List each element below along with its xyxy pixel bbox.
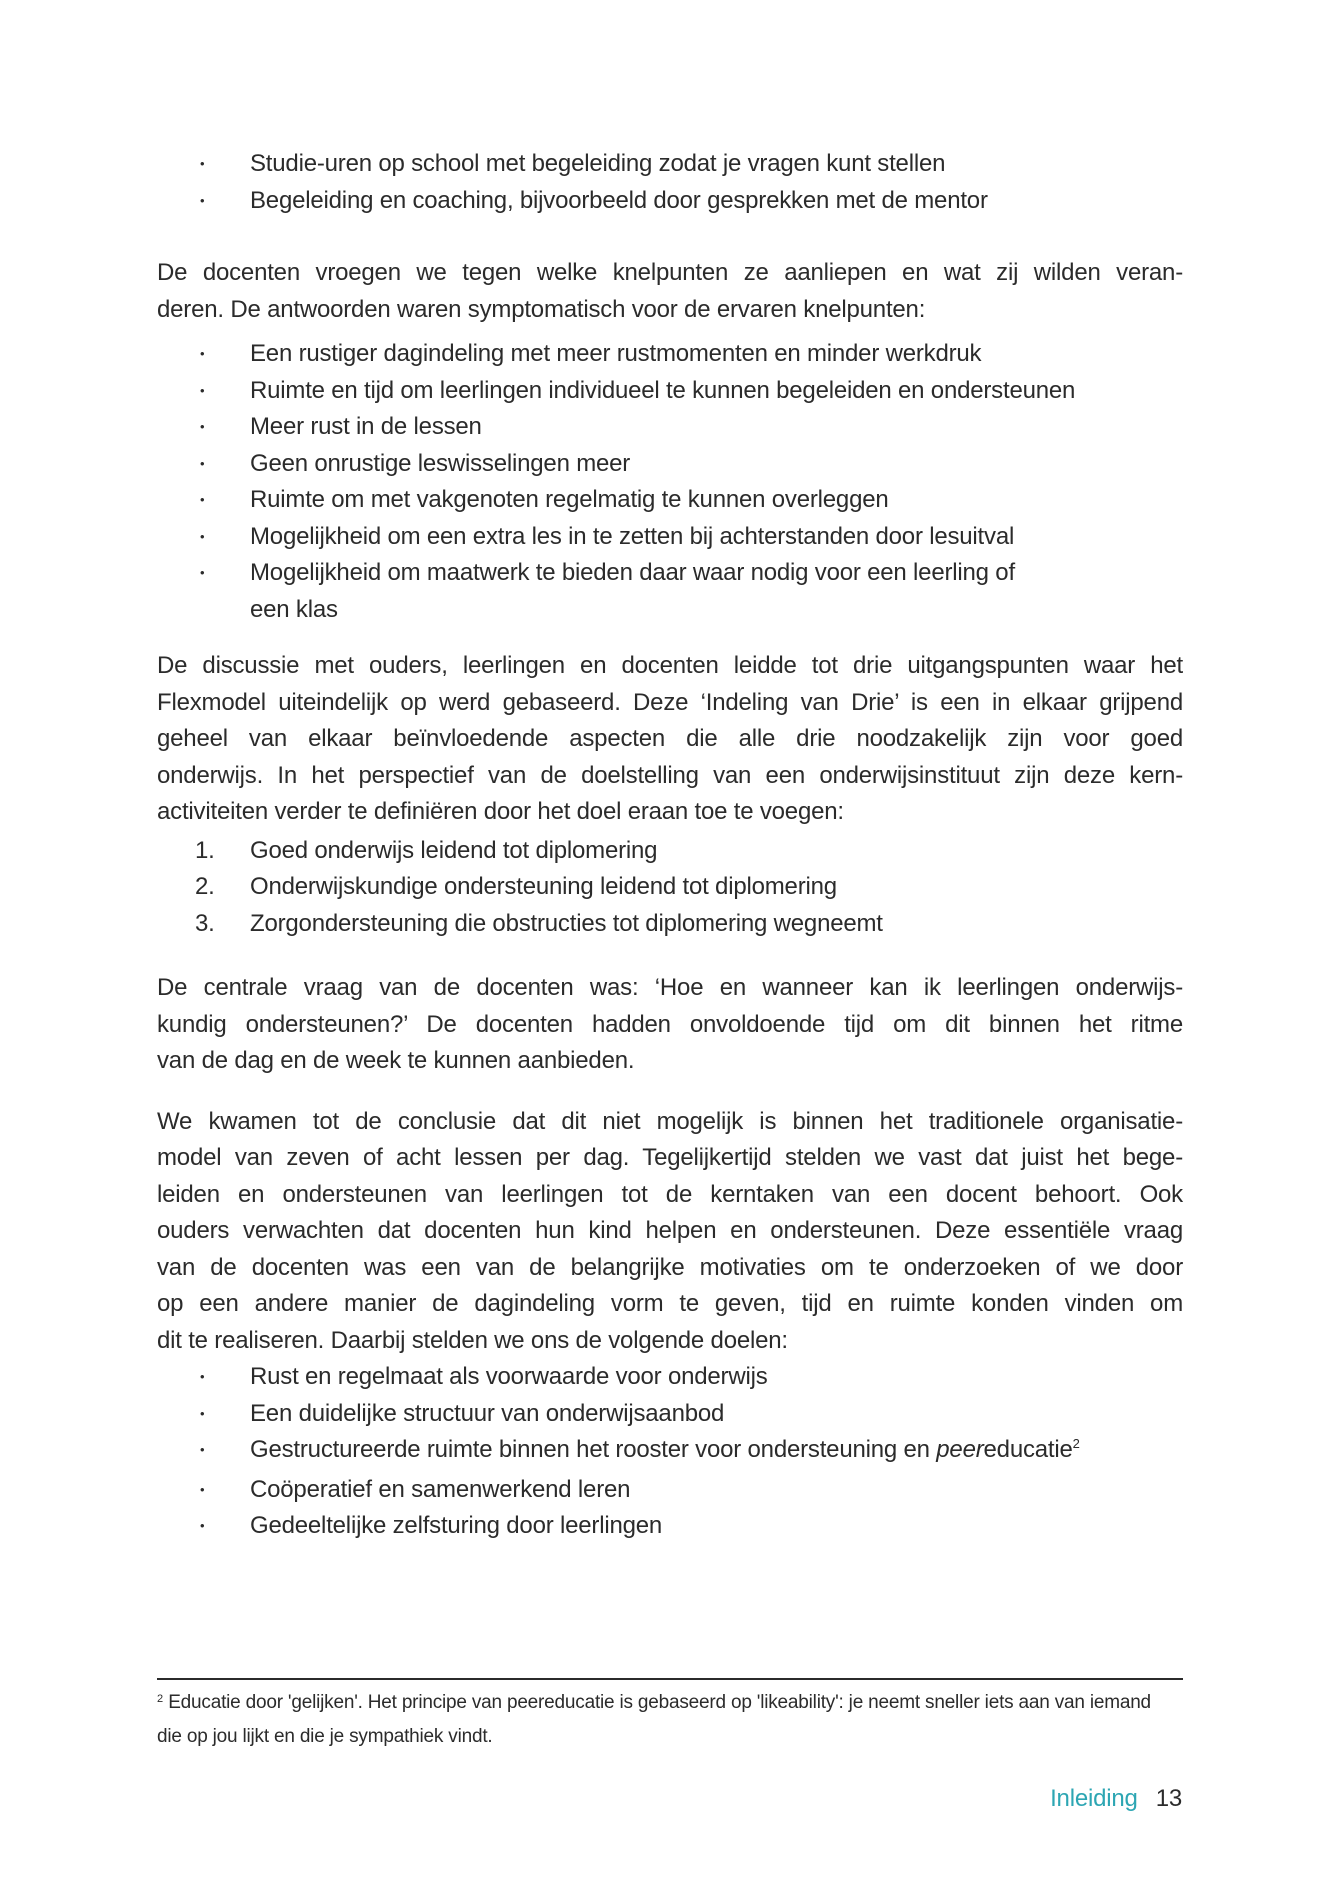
- footer-page-number: 13: [1155, 1785, 1182, 1812]
- bullet-marker: •: [200, 419, 205, 434]
- bullet-marker: •: [200, 1442, 205, 1457]
- bullet-marker: •: [200, 528, 205, 544]
- list-item: [157, 1508, 1183, 1545]
- bullet-marker: •: [200, 382, 205, 398]
- text-line: Zorgondersteuning die obstructies tot diplomering wegneemt: [250, 909, 883, 937]
- text-line: De discussie met ouders, leerlingen en docenten leidde tot drie uitgangspunten waar het: [157, 652, 1183, 679]
- text-line: ouders verwachten dat docenten hun kind helpen en ondersteunen. Deze essentiële vraag: [157, 1217, 1183, 1244]
- number-marker: 1.: [195, 836, 215, 864]
- text-line: van de docenten was een van de belangrijke motivaties om te onderzoeken of we door: [157, 1253, 1183, 1281]
- list-item-text: [250, 482, 1183, 519]
- list-item-text: [250, 519, 1183, 556]
- text-line: onderwijs. In het perspectief van de doelstelling van een onderwijsinstituut zijn deze kern-: [157, 761, 1183, 789]
- text-line: Goed onderwijs leidend tot diplomering: [250, 836, 658, 864]
- text-line: Ruimte en tijd om leerlingen individueel te kunnen begeleiden en ondersteunen: [250, 376, 1076, 404]
- bullet-marker: •: [200, 1481, 205, 1497]
- text-line: We kwamen tot de conclusie dat dit niet mogelijk is binnen het traditionele organisatie-: [157, 1107, 1183, 1135]
- bullet-marker: •: [200, 1369, 205, 1384]
- bullet-marker: •: [200, 192, 205, 208]
- list-item: [157, 409, 1183, 446]
- bullet-marker: •: [200, 492, 205, 507]
- list-item-text: [250, 183, 1183, 220]
- list-item: [157, 146, 1183, 183]
- number-marker: 2.: [195, 873, 215, 900]
- para-conclusie-doelen: [157, 1104, 1183, 1360]
- bullet-list-begeleiding: [157, 146, 1183, 219]
- text-line: Gedeeltelijke zelfsturing door leerlingen: [250, 1512, 663, 1539]
- list-item-text: [250, 1396, 1183, 1433]
- list-item: [157, 555, 1183, 628]
- text-line: $^2$ Educatie door 'gelijken'. Het principe van peereducatie is gebaseerd op 'likeability': je neemt sneller iets aan van iemand: [157, 1692, 1151, 1713]
- list-item: [157, 519, 1183, 556]
- bullet-marker: •: [200, 565, 205, 580]
- list-item-text: [250, 833, 1183, 870]
- list-item-text: [250, 906, 1183, 943]
- list-item: [157, 446, 1183, 483]
- text-line: Mogelijkheid om maatwerk te bieden daar waar nodig voor een leerling of: [250, 559, 1015, 586]
- text-line: Een duidelijke structuur van onderwijsaanbod: [250, 1399, 725, 1427]
- list-item: [157, 1396, 1183, 1433]
- list-item-text: [250, 555, 1183, 628]
- para-knelpunten-intro: [157, 255, 1183, 328]
- footnote: [157, 1687, 1183, 1752]
- text-line: Meer rust in de lessen: [250, 413, 482, 440]
- numbered-list-kernactiviteiten: [157, 833, 1183, 943]
- text-line: Rust en regelmaat als voorwaarde voor onderwijs: [250, 1363, 768, 1390]
- text-line: De docenten vroegen we tegen welke knelpunten ze aanliepen en wat zij wilden veran-: [157, 259, 1183, 286]
- list-item: [157, 482, 1183, 519]
- text-line: Ruimte om met vakgenoten regelmatig te kunnen overleggen: [250, 486, 889, 513]
- text-line: De centrale vraag van de docenten was: ‘Hoe en wanneer kan ik leerlingen onderwijs-: [157, 974, 1183, 1001]
- list-item-text: [250, 373, 1183, 410]
- text-line: op een andere manier de dagindeling vorm te geven, tijd en ruimte konden vinden om: [157, 1290, 1183, 1317]
- text-line: Geen onrustige leswisselingen meer: [250, 449, 631, 477]
- text-line: dit te realiseren. Daarbij stelden we ons de volgende doelen:: [157, 1326, 788, 1354]
- bullet-marker: •: [200, 455, 205, 471]
- text-line: activiteiten verder te definiëren door het doel eraan toe te voegen:: [157, 798, 844, 825]
- text-line: Een rustiger dagindeling met meer rustmomenten en minder werkdruk: [250, 340, 982, 367]
- text-line: van de dag en de week te kunnen aanbieden.: [157, 1047, 635, 1074]
- list-item-text: [250, 1472, 1183, 1509]
- bullet-list-knelpunten: [157, 336, 1183, 628]
- text-line: Gestructureerde ruimte binnen het rooster voor ondersteuning en peereducatie$^2$: [250, 1436, 1080, 1463]
- number-marker: 3.: [195, 909, 215, 937]
- list-item-text: [250, 1432, 1183, 1472]
- text-line: Onderwijskundige ondersteuning leidend tot diplomering: [250, 873, 837, 900]
- text-line: Studie-uren op school met begeleiding zodat je vragen kunt stellen: [250, 150, 946, 177]
- text-line: Mogelijkheid om een extra les in te zetten bij achterstanden door lesuitval: [250, 522, 1015, 550]
- bullet-marker: •: [200, 156, 205, 171]
- list-item: [157, 1359, 1183, 1396]
- list-item-text: [250, 409, 1183, 446]
- para-centrale-vraag: [157, 970, 1183, 1080]
- text-line: deren. De antwoorden waren symptomatisch voor de ervaren knelpunten:: [157, 295, 926, 323]
- list-item: [157, 336, 1183, 373]
- bullet-marker: •: [200, 346, 205, 361]
- list-item-text: [250, 336, 1183, 373]
- bullet-marker: •: [200, 1518, 205, 1533]
- text-line: Begeleiding en coaching, bijvoorbeeld door gesprekken met de mentor: [250, 186, 988, 214]
- list-item-text: [250, 1508, 1183, 1545]
- text-line: model van zeven of acht lessen per dag. Tegelijkertijd stelden we vast dat juist het bege-: [157, 1144, 1183, 1171]
- text-line: kundig ondersteunen?’ De docenten hadden onvoldoende tijd om dit binnen het ritme: [157, 1010, 1183, 1038]
- list-item: [157, 833, 1183, 870]
- list-item: [157, 373, 1183, 410]
- footer-section-label: Inleiding: [1050, 1785, 1138, 1812]
- list-item: [157, 869, 1183, 906]
- text-line: leiden en ondersteunen van leerlingen tot de kerntaken van een docent behoort. Ook: [157, 1180, 1183, 1208]
- text-line: Flexmodel uiteindelijk op werd gebaseerd. Deze ‘Indeling van Drie’ is een in elkaar grijpend: [157, 688, 1183, 716]
- text-line: die op jou lijkt en die je sympathiek vindt.: [157, 1726, 493, 1747]
- bullet-list-doelen: [157, 1359, 1183, 1545]
- bullet-marker: •: [200, 1405, 205, 1421]
- text-line: geheel van elkaar beïnvloedende aspecten die alle drie noodzakelijk zijn voor goed: [157, 725, 1183, 752]
- footnote-area: [157, 1678, 1183, 1752]
- para-uitgangspunten: [157, 648, 1183, 831]
- list-item: [157, 1472, 1183, 1509]
- list-item-text: [250, 446, 1183, 483]
- text-line: een klas: [250, 595, 338, 623]
- text-line: Coöperatief en samenwerkend leren: [250, 1475, 631, 1503]
- footnote-divider: [157, 1678, 1183, 1680]
- page-footer: [1050, 1784, 1182, 1814]
- list-item: [157, 906, 1183, 943]
- list-item: [157, 183, 1183, 220]
- list-item-text: [250, 146, 1183, 183]
- page-content: [157, 146, 1183, 1545]
- list-item-text: [250, 1359, 1183, 1396]
- list-item-text: [250, 869, 1183, 906]
- list-item: [157, 1432, 1183, 1472]
